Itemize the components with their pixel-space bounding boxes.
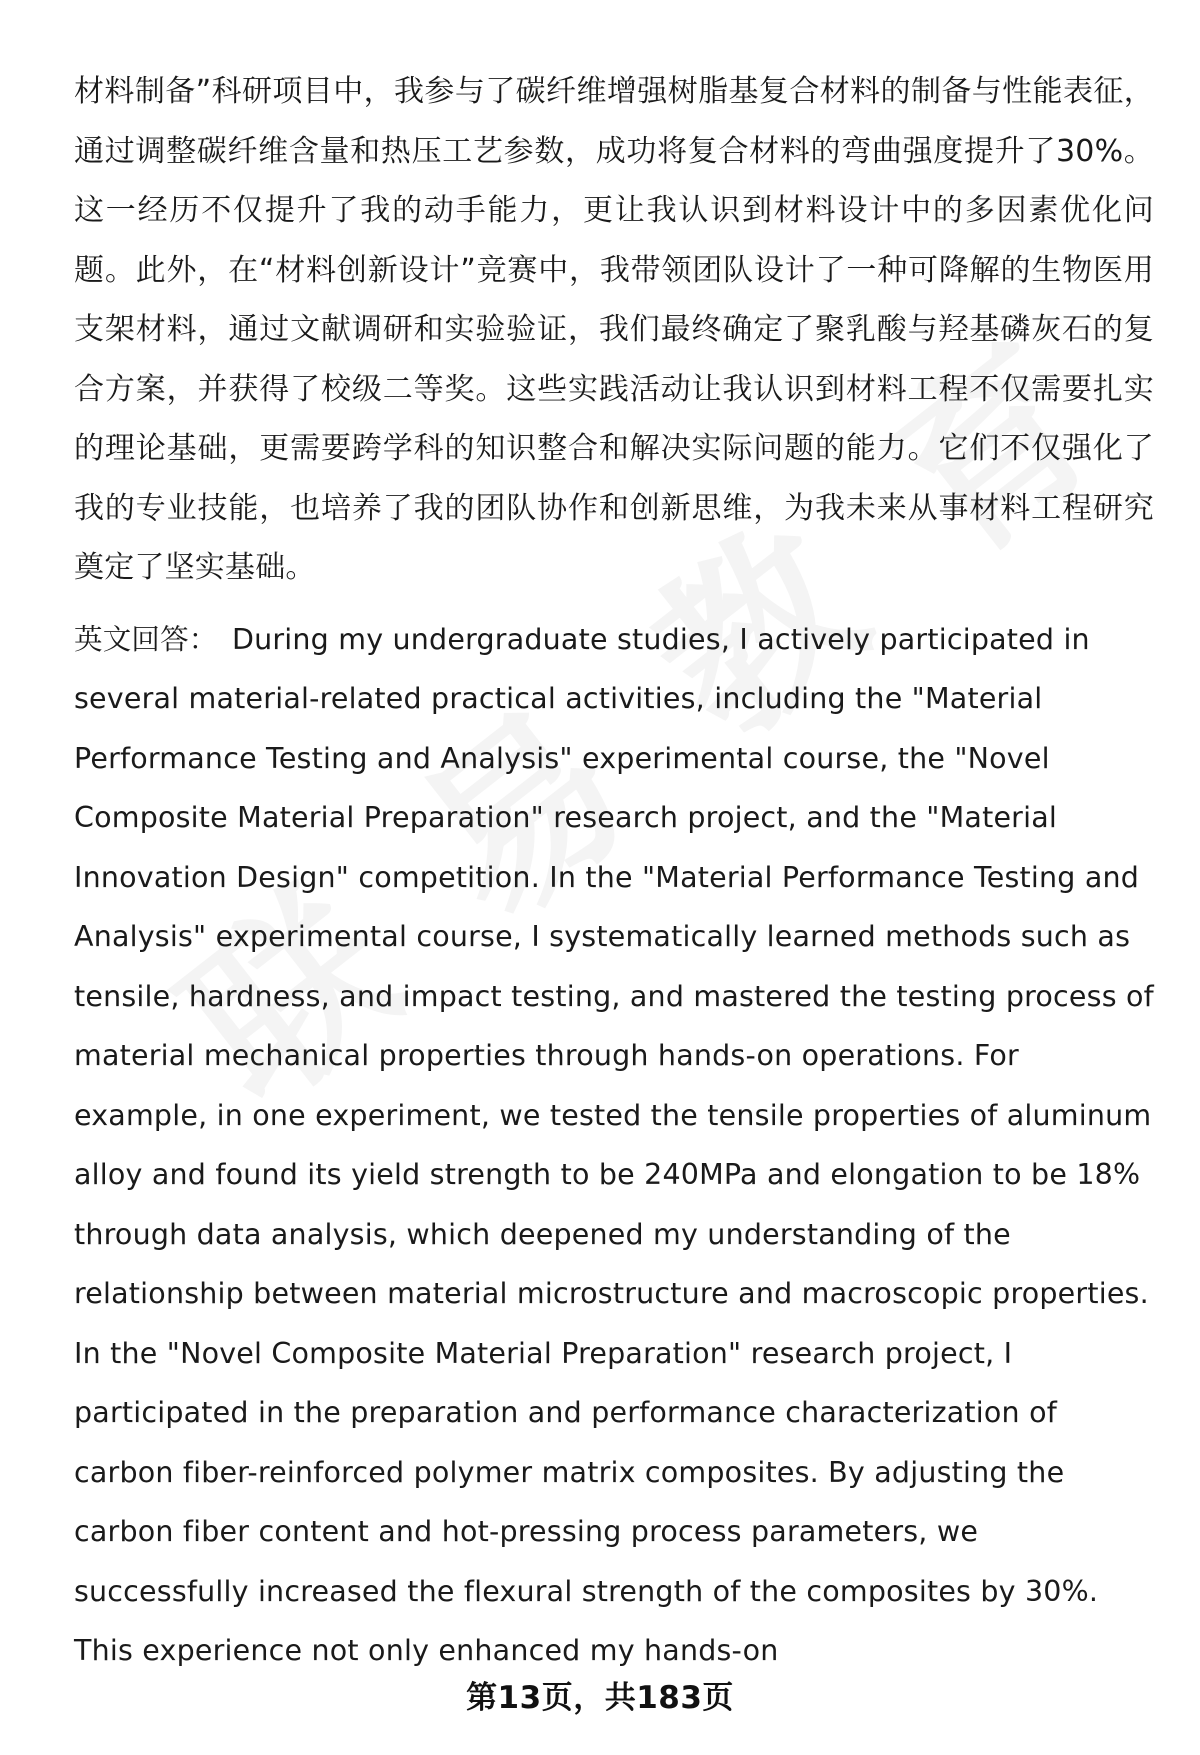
page-number: 第13页，共183页 xyxy=(466,1680,734,1716)
english-answer-text: During my undergraduate studies, I actively participated in several material-related practical activities, including the "Material Performance Testing and Analysis" experimental course, the "Novel Composite Material Preparation" research project, and the "Material Innovation Design" competition. In the "Material Performance Testing and Analysis" experimental course, I systematically learned methods such as tensile, hardness, and impact testing, and mastered the testing process of material mechanical properties through hands-on operations. For example, in one experiment, we tested the tensile properties of aluminum alloy and found its yield strength to be 240MPa and elongation to be 18% through data analysis, which deepened my understanding of the relationship between material microstructure and macroscopic properties. In the "Novel Composite Material Preparation" research project, I participated in the preparation and performance characterization of carbon fiber-reinforced polymer matrix composites. By adjusting the carbon fiber content and hot-pressing process parameters, we successfully increased the flexural strength of the composites by 30%. This experience not only enhanced my hands-on xyxy=(74,622,1154,1667)
english-answer-label: 英文回答： xyxy=(74,622,218,656)
english-answer-paragraph xyxy=(74,610,1154,1681)
document-body xyxy=(74,62,1154,1681)
chinese-answer-paragraph: 材料制备”科研项目中，我参与了碳纤维增强树脂基复合材料的制备与性能表征，通过调整碳纤维含量和热压工艺参数，成功将复合材料的弯曲强度提升了30%。这一经历不仅提升了我的动手能力，更让我认识到材料设计中的多因素优化问题。此外，在“材料创新设计”竞赛中，我带领团队设计了一种可降解的生物医用支架材料，通过文献调研和实验验证，我们最终确定了聚乳酸与羟基磷灰石的复合方案，并获得了校级二等奖。这些实践活动让我认识到材料工程不仅需要扎实的理论基础，更需要跨学科的知识整合和解决实际问题的能力。它们不仅强化了我的专业技能，也培养了我的团队协作和创新思维，为我未来从事材料工程研究奠定了坚实基础。 xyxy=(74,74,1154,585)
